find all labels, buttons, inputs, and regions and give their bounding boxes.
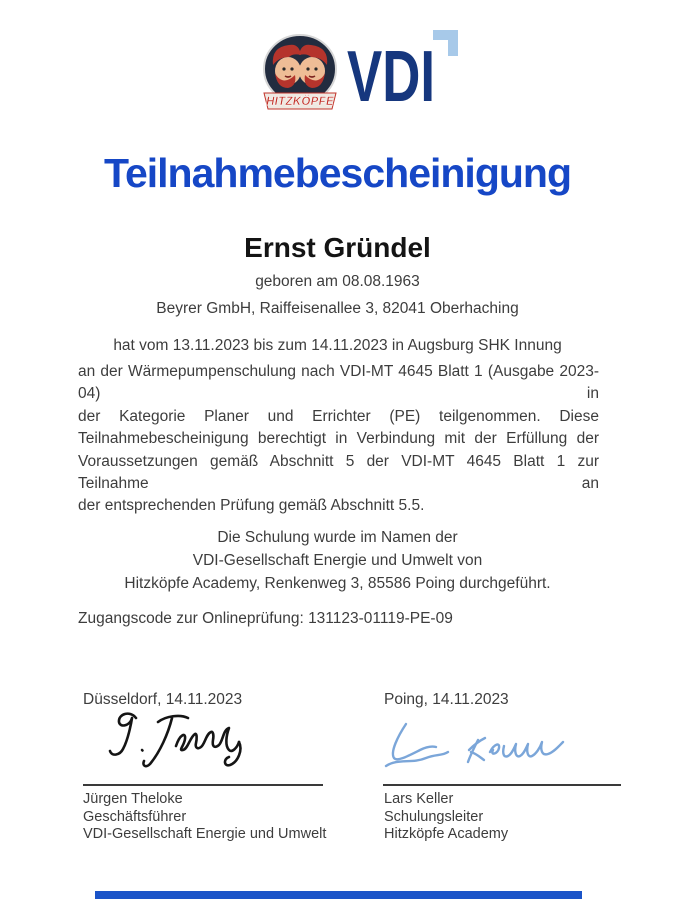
description-line: Voraussetzungen gemäß Abschnitt 5 der VDI-MT 4645 Blatt 1 zur Teilnahme an <box>78 452 599 493</box>
vdi-logo-text: VDI <box>347 37 435 106</box>
place-date-right: Poing, 14.11.2023 <box>384 691 509 708</box>
course-date-line: hat vom 13.11.2023 bis zum 14.11.2023 in Augsburg SHK Innung <box>113 337 562 354</box>
signer-org-right: Hitzköpfe Academy <box>384 826 509 842</box>
signer-role-left: Geschäftsführer <box>83 808 187 825</box>
hitzkoepfe-logo-icon <box>258 30 342 116</box>
signature-theloke <box>92 706 262 786</box>
signer-role-right: Schulungsleiter <box>384 808 484 825</box>
footer-accent-bar <box>95 891 582 899</box>
description-line: Teilnahmebescheinigung berechtigt in Verbindung mit der Erfüllung der <box>78 430 599 448</box>
signer-org-left: VDI-Gesellschaft Energie und Umwelt <box>83 826 327 842</box>
birth-line: geboren am 08.08.1963 <box>255 273 420 290</box>
hitzkoepfe-banner-text: HITZKÖPFE <box>266 96 334 108</box>
signature-keller <box>378 718 570 780</box>
description-line: der entsprechenden Prüfung gemäß Abschnitt 5.5. <box>78 497 425 515</box>
vdi-logo-icon <box>345 26 463 106</box>
description-line: an der Wärmepumpenschulung nach VDI-MT 4645 Blatt 1 (Ausgabe 2023-04) in <box>78 363 599 403</box>
place-date-left: Düsseldorf, 14.11.2023 <box>83 691 243 708</box>
description-line: der Kategorie Planer und Errichter (PE) teilgenommen. Diese <box>78 407 599 425</box>
conducted-line-2: VDI-Gesellschaft Energie und Umwelt von <box>192 552 483 570</box>
header-logos <box>0 26 675 121</box>
page-title: Teilnahmebescheinigung <box>103 150 572 196</box>
signer-name-right: Lars Keller <box>384 791 454 807</box>
conducted-line-1: Die Schulung wurde im Namen der <box>217 529 458 546</box>
course-description <box>78 361 599 518</box>
vdi-logo-corner <box>433 30 458 56</box>
conducted-by-block <box>0 526 675 596</box>
signature-rule-left <box>83 784 323 786</box>
signer-block-right <box>384 791 508 844</box>
access-code-line: Zugangscode zur Onlineprüfung: 131123-01119-PE-09 <box>78 610 453 627</box>
company-line: Beyrer GmbH, Raiffeisenallee 3, 82041 Oberhaching <box>156 300 519 317</box>
signer-block-left <box>83 791 326 844</box>
participant-name: Ernst Gründel <box>244 232 431 263</box>
signer-name-left: Jürgen Theloke <box>83 791 183 807</box>
conducted-line-3: Hitzköpfe Academy, Renkenweg 3, 85586 Poing durchgeführt. <box>124 575 551 593</box>
signature-rule-right <box>383 784 621 786</box>
